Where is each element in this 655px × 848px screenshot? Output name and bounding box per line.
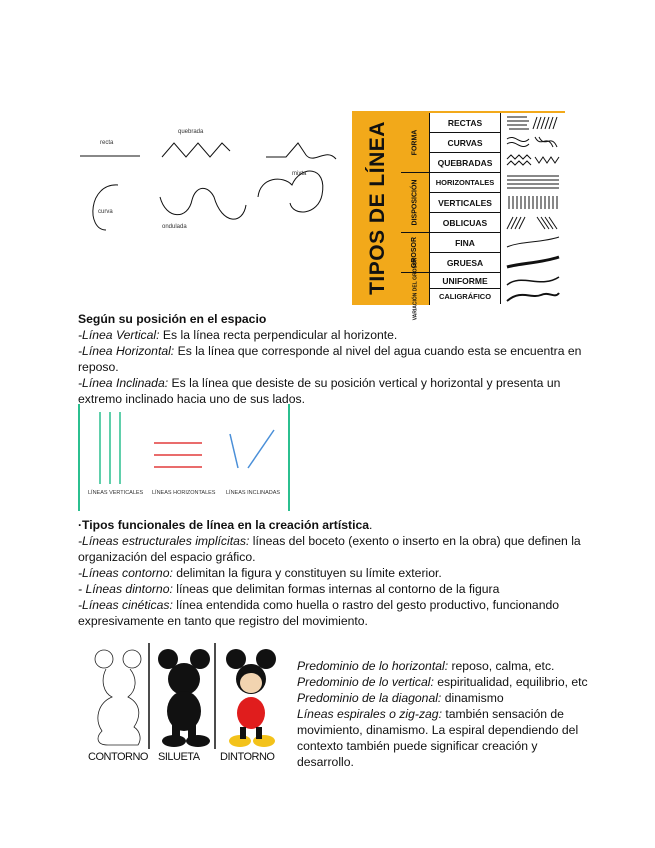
mickey-silhouette <box>158 649 210 747</box>
label-dintorno: DINTORNO <box>220 751 275 763</box>
mickey-contour <box>95 650 141 745</box>
paragraph-contorno: -Líneas contorno: delimitan la figura y constituyen su límite exterior. <box>78 566 442 580</box>
section-heading: Según su posición en el espacio <box>78 312 267 326</box>
category-forma: FORMA <box>401 113 430 173</box>
mixed-line <box>266 143 336 159</box>
row-horizontales: HORIZONTALES <box>430 173 501 193</box>
label-ondulada: ondulada <box>162 224 187 230</box>
lineas-espirales: Líneas espirales o zig-zag: también sensación de <box>297 707 564 721</box>
lineas-espirales-cont-1: movimiento, dinamismo. La espiral dependiendo del <box>297 723 579 737</box>
predominio-horizontal: Predominio de lo horizontal: reposo, calma, etc. <box>297 659 555 673</box>
label-curva: curva <box>98 209 113 215</box>
label-recta: recta <box>100 140 114 146</box>
row-caligrafico: CALIGRÁFICO <box>430 289 501 304</box>
table-title: TIPOS DE LÍNEA <box>366 121 390 295</box>
label-lineas-verticales: LÍNEAS VERTICALES <box>88 490 144 496</box>
predominio-vertical: Predominio de lo vertical: espiritualidad, equilibrio, etc <box>297 675 588 689</box>
category-variacion: VARIACIÓN DEL GROSOR <box>401 273 430 305</box>
section-heading-2: ·Tipos funcionales de línea en la creación artística. <box>78 518 373 532</box>
row-uniforme: UNIFORME <box>430 273 501 289</box>
predominio-diagonal: Predominio de la diagonal: dinamismo <box>297 691 504 705</box>
line-types-sketch <box>78 125 340 235</box>
mickey-drawings <box>82 641 282 751</box>
paragraph-estructurales-cont: organización del espacio gráfico. <box>78 550 256 564</box>
paragraph-dintorno: - Líneas dintorno: líneas que delimitan formas internas al contorno de la figura <box>78 582 500 596</box>
label-contorno: CONTORNO <box>88 751 148 763</box>
curved-line <box>93 185 118 230</box>
paragraph-estructurales: -Líneas estructurales implícitas: líneas del boceto (exento o inserto en la obra) que definen la <box>78 534 581 548</box>
wavy-line <box>160 188 246 219</box>
line-samples <box>501 113 565 305</box>
row-rectas: RECTAS <box>430 113 501 133</box>
label-lineas-horizontales: LÍNEAS HORIZONTALES <box>152 490 216 496</box>
section-position <box>78 311 582 407</box>
category-grosor: GROSOR <box>401 233 430 273</box>
paragraph-vertical: -Línea Vertical: Es la línea recta perpendicular al horizonte. <box>78 328 398 342</box>
label-silueta: SILUETA <box>158 751 200 763</box>
zigzag-line <box>162 143 230 157</box>
row-quebradas: QUEBRADAS <box>430 153 501 173</box>
section-functional <box>78 517 581 629</box>
lineas-espirales-cont-3: desarrollo. <box>297 755 354 769</box>
line-types-figure <box>78 125 340 235</box>
mixed-curve-line <box>258 171 323 212</box>
row-gruesa: GRUESA <box>430 253 501 273</box>
label-quebrada: quebrada <box>178 129 204 135</box>
label-mixta: mixta <box>292 171 307 177</box>
category-disposicion: DISPOSICIÓN <box>401 173 430 233</box>
row-curvas: CURVAS <box>430 133 501 153</box>
paragraph-inclinada: -Línea Inclinada: Es la línea que desiste de su posición vertical y horizontal y presenta un <box>78 376 561 390</box>
predominio-block <box>297 658 587 770</box>
tipos-de-linea-table <box>352 111 565 321</box>
lineas-espirales-cont-2: contexto también puede significar creación y <box>297 739 538 753</box>
mickey-figure <box>82 641 282 771</box>
paragraph-horizontal: -Línea Horizontal: Es la línea que corresponde al nivel del agua cuando esta se encuentra en <box>78 344 582 358</box>
paragraph-cineticas: -Líneas cinéticas: línea entendida como huella o rastro del gesto productivo, funcionando <box>78 598 560 612</box>
paragraph-horizontal-cont: reposo. <box>78 360 119 374</box>
row-fina: FINA <box>430 233 501 253</box>
paragraph-cineticas-cont: expresivamente en tanto que registro del movimiento. <box>78 614 368 628</box>
row-oblicuas: OBLICUAS <box>430 213 501 233</box>
paragraph-inclinada-cont: extremo inclinado hacia uno de sus lados. <box>78 392 305 406</box>
mickey-color <box>226 649 276 747</box>
lines-figure <box>78 404 291 511</box>
label-lineas-inclinadas: LÍNEAS INCLINADAS <box>226 490 281 496</box>
row-verticales: VERTICALES <box>430 193 501 213</box>
